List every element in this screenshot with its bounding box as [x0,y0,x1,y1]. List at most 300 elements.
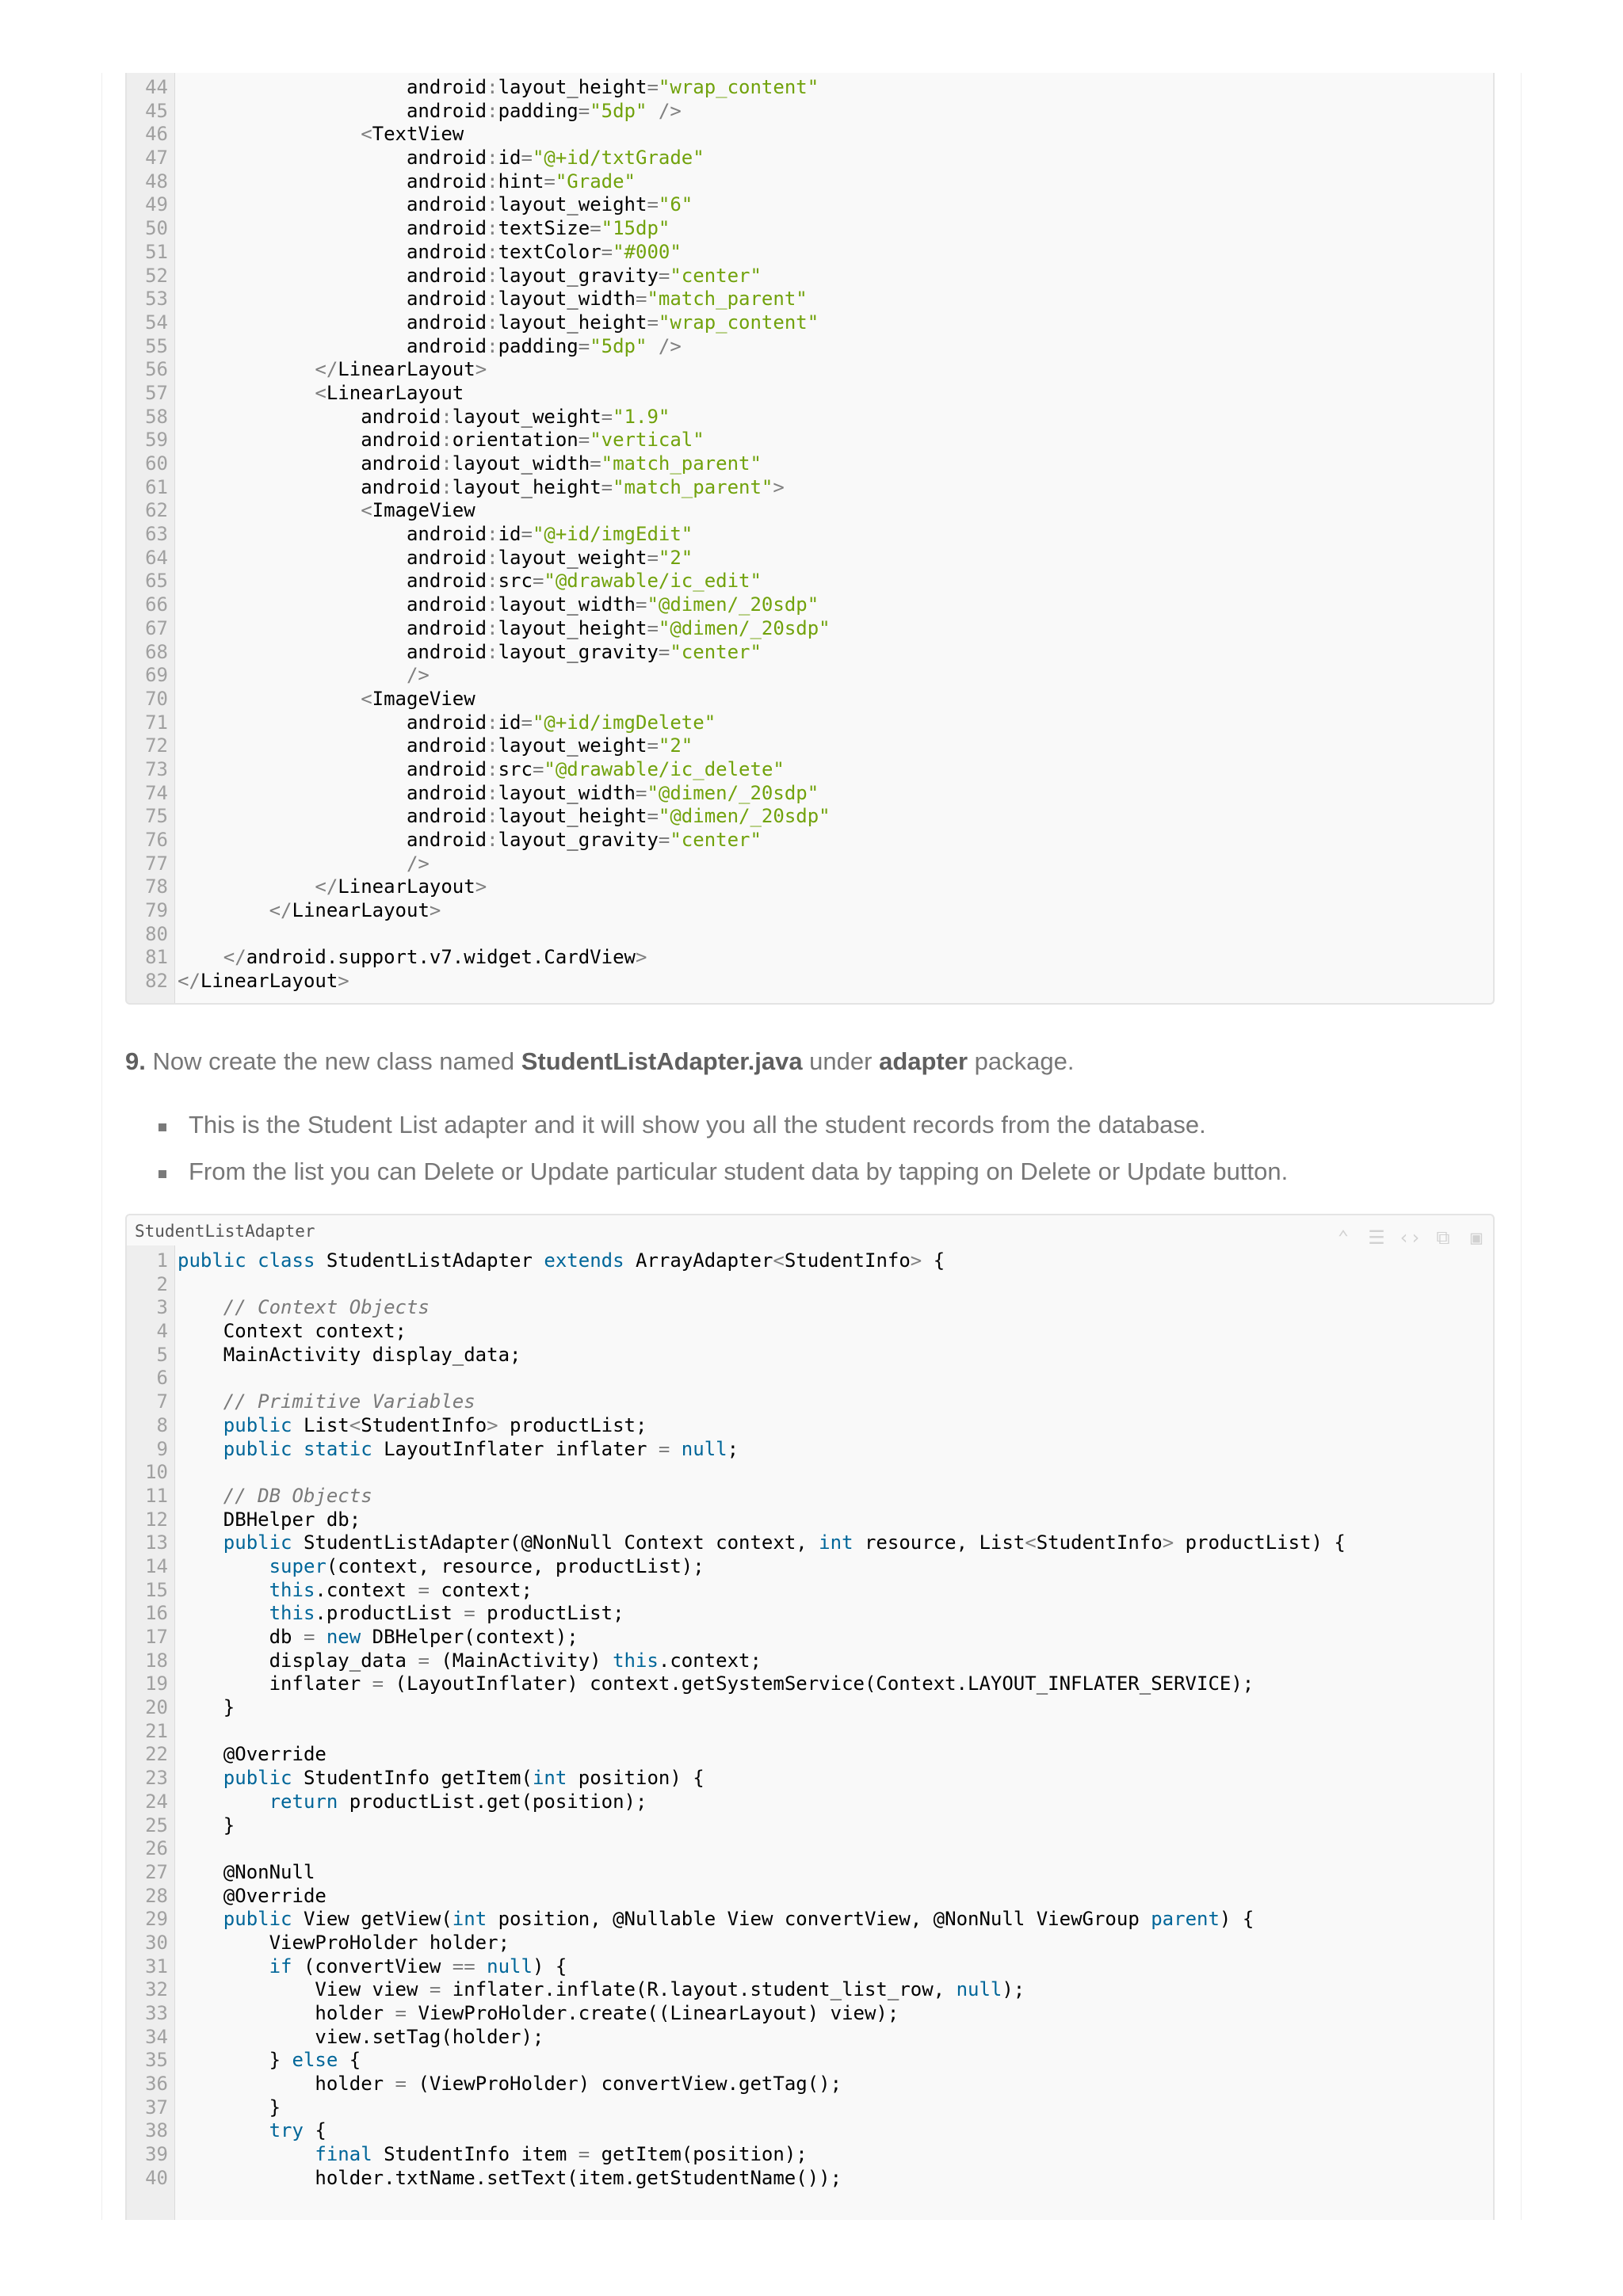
code-line [127,1320,1493,1344]
line-number: 65 [145,570,168,593]
code-token: StudentInfo getItem( [292,1767,533,1790]
line-number: 61 [145,475,168,498]
code-line [127,1273,1493,1297]
code-token: layout_height [452,475,601,498]
code-text [178,1485,372,1508]
code-token: MainActivity display_data; [178,1343,521,1366]
code-token: .productList [315,1602,464,1625]
code-token: android [178,734,487,757]
code-token [178,1485,223,1507]
code-token: ArrayAdapter [624,1249,773,1272]
code-token: final [315,2143,372,2166]
line-number: 6 [156,1367,168,1390]
code-token: = [464,1602,475,1625]
line-number: 18 [145,1649,168,1672]
code-token: = [635,593,647,616]
code-token [178,664,407,686]
code-token [178,1767,223,1789]
code-token: LinearLayout [338,875,475,898]
code-token: "15dp" [601,217,670,240]
line-number: 53 [145,288,168,311]
code-text [178,2049,361,2073]
code-token: "@+id/txtGrade" [532,147,705,170]
code-token: LinearLayout [292,899,430,922]
code-token: "center" [670,829,762,851]
code-token [178,1438,223,1460]
code-text [178,2073,842,2096]
code-token: try [269,2119,304,2142]
code-token: = [647,734,659,757]
code-token: : [441,452,453,475]
code-line [127,193,1493,217]
code-text [178,688,475,711]
code-token: android [178,829,487,851]
code-line [127,123,1493,147]
code-token [178,1414,223,1436]
code-token: > [773,475,785,498]
code-token: View view [178,1978,430,2001]
line-number: 58 [145,405,168,428]
code-token: this [269,1578,315,1601]
code-text [178,476,785,500]
code-token: : [487,781,498,804]
code-text [178,970,349,994]
line-number: 31 [145,1955,168,1978]
code-token: ViewProHolder holder; [178,1931,510,1954]
code-token [178,1602,269,1624]
code-token: (convertView [292,1955,453,1978]
code-line [127,570,1493,593]
code-token: DBHelper db; [178,1508,361,1531]
line-number: 45 [145,99,168,122]
code-text [178,1320,407,1344]
code-text [178,641,762,665]
code-token: layout_width [452,452,590,475]
code-text [178,1908,1254,1932]
code-line [127,2167,1493,2191]
code-token: context; [429,1578,533,1601]
line-number: 12 [145,1508,168,1531]
code-token: android [178,99,487,122]
code-line [127,1743,1493,1767]
code-token: = [578,334,590,357]
code-token: : [487,711,498,734]
code-token: holder [178,2002,395,2024]
code-text [178,1672,1254,1696]
code-line [127,1696,1493,1720]
code-text [178,1626,579,1650]
line-number: 10 [145,1461,168,1484]
line-number: 79 [145,899,168,922]
copy-icon[interactable]: ⧉ [1436,1226,1450,1249]
code-token: layout_width [498,593,636,616]
code-token: > [635,946,647,969]
code-token: = [590,452,601,475]
code-line [127,1390,1493,1414]
line-number: 72 [145,734,168,757]
code-token: ; [727,1437,739,1460]
code-text [178,241,682,265]
code-token: ) { [532,1955,567,1978]
code-token: this [613,1649,659,1672]
code-line [127,476,1493,500]
line-number: 57 [145,381,168,404]
code-token: android [178,523,487,546]
code-line [127,1626,1493,1650]
code-token: < [361,499,372,522]
line-number: 40 [145,2166,168,2189]
code-token [178,123,361,145]
code-token: /> [406,852,430,875]
view-source-icon[interactable]: ‹› [1398,1226,1422,1249]
code-text [178,265,762,288]
line-number: 14 [145,1554,168,1577]
code-text [178,193,693,217]
code-token: inflater [178,1672,372,1695]
line-number: 30 [145,1931,168,1954]
code-token: android [178,311,487,334]
code-text [178,664,430,688]
code-text [178,2167,842,2191]
line-number: 44 [145,76,168,98]
code-token: android [178,334,487,357]
code-line [127,2096,1493,2120]
line-number: 81 [145,946,168,969]
line-number: 60 [145,452,168,475]
code-token: = [395,2002,407,2024]
code-token [178,1296,223,1318]
code-token: null [681,1437,727,1460]
code-token: LinearLayout [200,970,338,993]
code-line [127,970,1493,994]
code-token [670,1438,681,1460]
code-token: id [498,523,521,546]
line-number: 54 [145,311,168,334]
code-token: /> [658,334,682,357]
code-token: : [487,217,498,240]
code-line [127,547,1493,570]
step-paragraph [125,1047,1075,1076]
code-text [178,570,762,593]
line-number: 49 [145,193,168,216]
line-number: 63 [145,523,168,546]
code-lines [127,1249,1493,2191]
code-token: = [578,99,590,122]
code-token: "@drawable/ic_edit" [544,570,762,593]
code-token: android [178,147,487,170]
code-token: // DB Objects [223,1484,372,1507]
code-token: = [418,1578,430,1601]
code-line [127,358,1493,382]
code-token: @Override [178,1884,327,1907]
code-token: > [910,1249,922,1272]
code-line [127,217,1493,241]
code-token: layout_height [498,805,647,828]
code-token: LinearLayout [338,358,475,381]
line-number: 67 [145,616,168,639]
code-token: "center" [670,640,762,663]
line-number: 70 [145,687,168,710]
line-number: 56 [145,358,168,381]
code-token: { [303,2119,327,2142]
code-text [178,123,464,147]
code-token: orientation [452,429,579,452]
code-token: = [658,1437,670,1460]
code-token: public [223,1437,292,1460]
code-token: android [178,217,487,240]
code-text [178,1955,567,1979]
code-token: android [178,616,487,639]
code-line [127,335,1493,359]
line-number: 71 [145,711,168,734]
code-line [127,1720,1493,1744]
code-token: = [521,523,533,546]
code-line [127,2119,1493,2143]
code-token [178,358,315,380]
code-token [178,1791,269,1813]
code-token: extends [544,1249,624,1272]
code-token [178,1908,223,1930]
code-token [647,100,658,122]
code-token: = [647,193,659,216]
line-number: 28 [145,1884,168,1907]
code-token: { [922,1249,945,1272]
step-number: 9. [125,1047,146,1075]
code-token: } [178,1814,235,1836]
code-token: : [487,311,498,334]
code-line [127,829,1493,852]
code-token: </ [178,970,200,993]
code-text [178,2096,281,2120]
code-token: = [647,616,659,639]
bullet-item: This is the Student List adapter and it will show you all the student records from the database. [189,1111,1206,1138]
line-number: 36 [145,2073,168,2096]
line-number: 25 [145,1814,168,1836]
code-text [178,335,682,359]
code-text [178,734,693,758]
code-token: > [1162,1531,1174,1554]
code-line [127,805,1493,829]
code-token: .context; [658,1649,762,1672]
code-text [178,875,487,899]
code-line [127,734,1493,758]
code-token: StudentInfo [361,1413,487,1436]
code-token: StudentInfo [784,1249,911,1272]
code-line [127,2073,1493,2096]
code-text [178,593,819,617]
code-line [127,617,1493,641]
expand-icon[interactable]: ⌃ [1337,1226,1350,1249]
code-token: productList; [498,1413,647,1436]
package-name: adapter [879,1047,968,1075]
code-text [178,1978,1025,2002]
code-token: android [178,240,487,263]
code-token: productList) { [1174,1531,1346,1554]
code-line [127,711,1493,735]
code-token: < [315,381,327,404]
code-token: > [429,899,441,922]
print-icon[interactable]: ▣ [1470,1226,1483,1249]
code-token: : [487,805,498,828]
line-number: 74 [145,781,168,804]
code-toolbar [1331,1228,1488,1247]
code-token: id [498,147,521,170]
line-number: 37 [145,2096,168,2119]
line-number: 3 [156,1296,168,1319]
code-token: public [223,1413,292,1436]
step-text-mid: under [802,1047,880,1075]
code-token: StudentInfo item [372,2143,579,2166]
code-text [178,899,441,923]
code-text [178,2002,899,2026]
code-token [178,382,315,404]
code-token: : [487,76,498,98]
code-token: @Override [178,1743,327,1766]
code-token: TextView [372,123,464,146]
code-token: "5dp" [590,334,647,357]
code-text [178,1932,510,1955]
code-text [178,617,831,641]
code-text [178,100,682,124]
code-token: : [487,264,498,287]
code-token: Context context; [178,1320,407,1343]
code-line [127,875,1493,899]
code-token [178,1579,269,1601]
code-token: "wrap_content" [658,311,819,334]
code-text [178,829,762,852]
code-token: /> [658,99,682,122]
code-token: = [303,1626,315,1648]
code-token [178,946,223,968]
code-text [178,1344,521,1367]
code-token: = [590,217,601,240]
code-token: android [178,76,487,98]
code-token: padding [498,99,579,122]
code-token: null [487,1955,533,1978]
code-line [127,1978,1493,2002]
line-number: 34 [145,2025,168,2048]
code-line [127,641,1493,665]
line-number: 64 [145,546,168,569]
code-token: = [647,546,659,569]
code-token: android [178,757,487,780]
code-token: = [578,429,590,452]
code-line [127,1932,1493,1955]
code-line [127,1555,1493,1579]
line-number: 48 [145,170,168,193]
step-text-pre: Now create the new class named [145,1047,521,1075]
code-token: > [475,358,487,381]
code-line [127,688,1493,711]
code-line [127,1344,1493,1367]
code-token: android [178,170,487,193]
code-token: android [178,429,441,452]
code-text [178,946,647,970]
code-token: } [178,2096,281,2119]
code-token: public [223,1908,292,1931]
code-token: ViewProHolder.create((LinearLayout) view); [407,2002,899,2024]
code-line [127,1791,1493,1814]
code-line [127,265,1493,288]
line-number: 13 [145,1531,168,1554]
code-line [127,311,1493,335]
code-token: android [178,452,441,475]
code-line [127,1814,1493,1838]
code-text [178,1814,235,1838]
line-number: 75 [145,805,168,828]
code-token: : [487,288,498,311]
code-token: = [601,405,613,428]
code-token: : [487,99,498,122]
code-text [178,1743,327,1767]
code-token: new [326,1626,361,1648]
code-token: "@+id/imgEdit" [532,523,693,546]
code-token: ) { [1219,1908,1254,1931]
code-token [246,1249,258,1272]
code-token: = [578,2143,590,2166]
code-text [178,452,762,476]
code-token: layout_weight [452,405,601,428]
code-text [178,170,636,194]
code-line [127,452,1493,476]
code-line [127,852,1493,876]
code-text [178,1508,361,1532]
code-token: = [658,829,670,851]
code-token: = [429,1978,441,2001]
code-token [178,2143,315,2165]
code-token: int [452,1908,487,1931]
code-text [178,1650,762,1673]
line-number: 11 [145,1484,168,1507]
code-token: "@dimen/_20sdp" [658,616,831,639]
code-line [127,899,1493,923]
code-text [178,1531,1346,1555]
code-token: StudentListAdapter(@NonNull Context context, [292,1531,819,1554]
code-line [127,1861,1493,1885]
code-token: (MainActivity) [429,1649,613,1672]
code-token: < [773,1249,785,1272]
list-icon[interactable]: ☰ [1368,1226,1385,1249]
code-line [127,100,1493,124]
code-line [127,1579,1493,1603]
code-token: /> [406,664,430,687]
code-line [127,1296,1493,1320]
code-token: : [487,170,498,193]
code-line [127,782,1493,806]
code-line [127,382,1493,406]
code-token: (LayoutInflater) context.getSystemService(Context.LAYOUT_INFLATER_SERVICE); [384,1672,1254,1695]
code-token: : [487,147,498,170]
code-token: android [178,805,487,828]
line-number: 21 [145,1719,168,1742]
line-number: 24 [145,1790,168,1813]
code-token: < [361,687,372,710]
code-token: } [178,2049,292,2072]
code-token: productList; [475,1602,624,1625]
code-token: "match_parent" [647,288,808,311]
code-line [127,76,1493,100]
code-token: = [658,640,670,663]
line-number: 19 [145,1672,168,1695]
code-token [292,1438,304,1460]
code-line [127,2002,1493,2026]
code-line [127,147,1493,170]
code-token: View getView( [292,1908,453,1931]
code-token: else [292,2049,338,2072]
code-token: = [635,288,647,311]
code-token: view.setTag(holder); [178,2025,544,2048]
code-token: = [544,170,556,193]
